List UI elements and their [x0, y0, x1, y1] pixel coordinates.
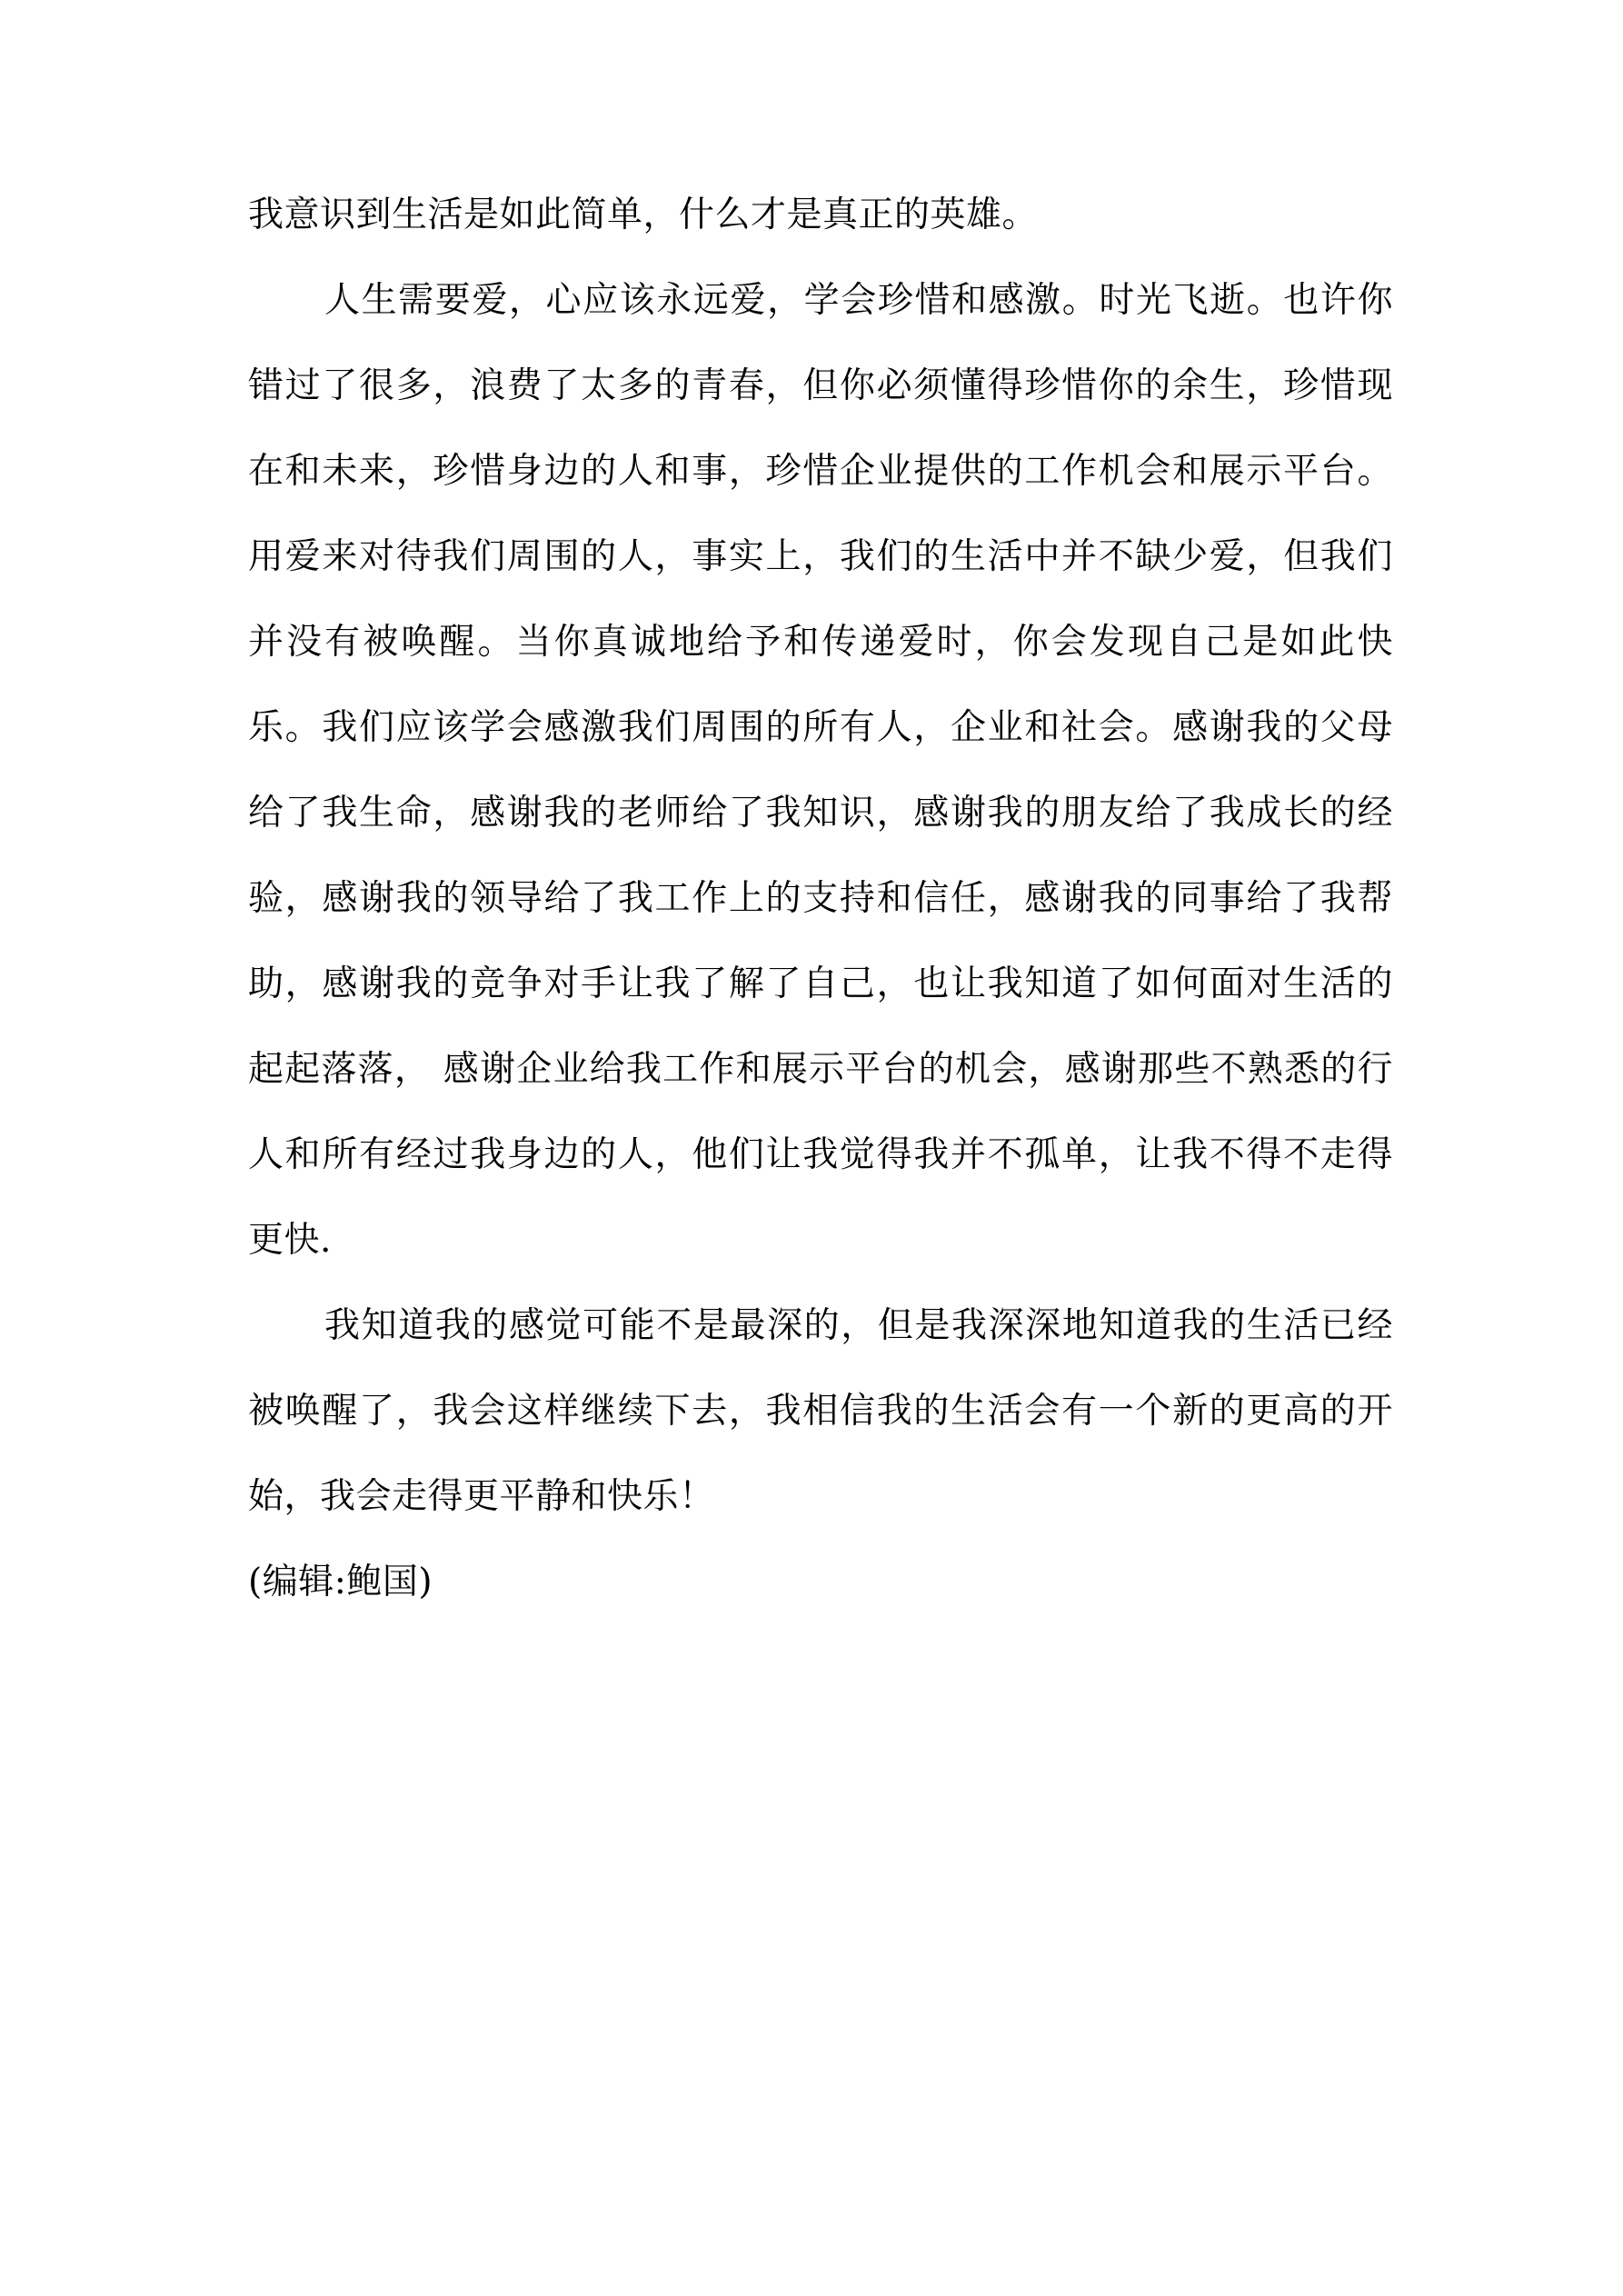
- document-body: [248, 173, 1393, 1625]
- paragraph-conclusion: 我知道我的感觉可能不是最深的，但是我深深地知道我的生活已经被唤醒了，我会这样继续下去，我相信我的生活会有一个新的更高的开始，我会走得更平静和快乐！: [248, 1305, 1393, 1517]
- paragraph-gratitude: 人生需要爱，心应该永远爱，学会珍惜和感激。时光飞逝。也许你错过了很多，浪费了太多的青春，但你必须懂得珍惜你的余生，珍惜现在和未来，珍惜身边的人和事，珍惜企业提供的工作机会和展示平台。用爱来对待我们周围的人，事实上，我们的生活中并不缺少爱，但我们并没有被唤醒。当你真诚地给予和传递爱时，你会发现自己是如此快乐。我们应该学会感激我们周围的所有人，企业和社会。感谢我的父母给了我生命，感谢我的老师给了我知识，感谢我的朋友给了我成长的经验，感谢我的领导给了我工作上的支持和信任，感谢我的同事给了我帮助，感谢我的竞争对手让我了解了自己，也让我知道了如何面对生活的起起落落， 感谢企业给我工作和展示平台的机会，感谢那些不熟悉的行人和所有经过我身边的人，他们让我觉得我并不孤单，让我不得不走得更快.: [248, 280, 1393, 1261]
- editor-note: (编辑:鲍国): [248, 1562, 433, 1602]
- paragraph-continuation: 我意识到生活是如此简单，什么才是真正的英雄。: [248, 195, 1039, 235]
